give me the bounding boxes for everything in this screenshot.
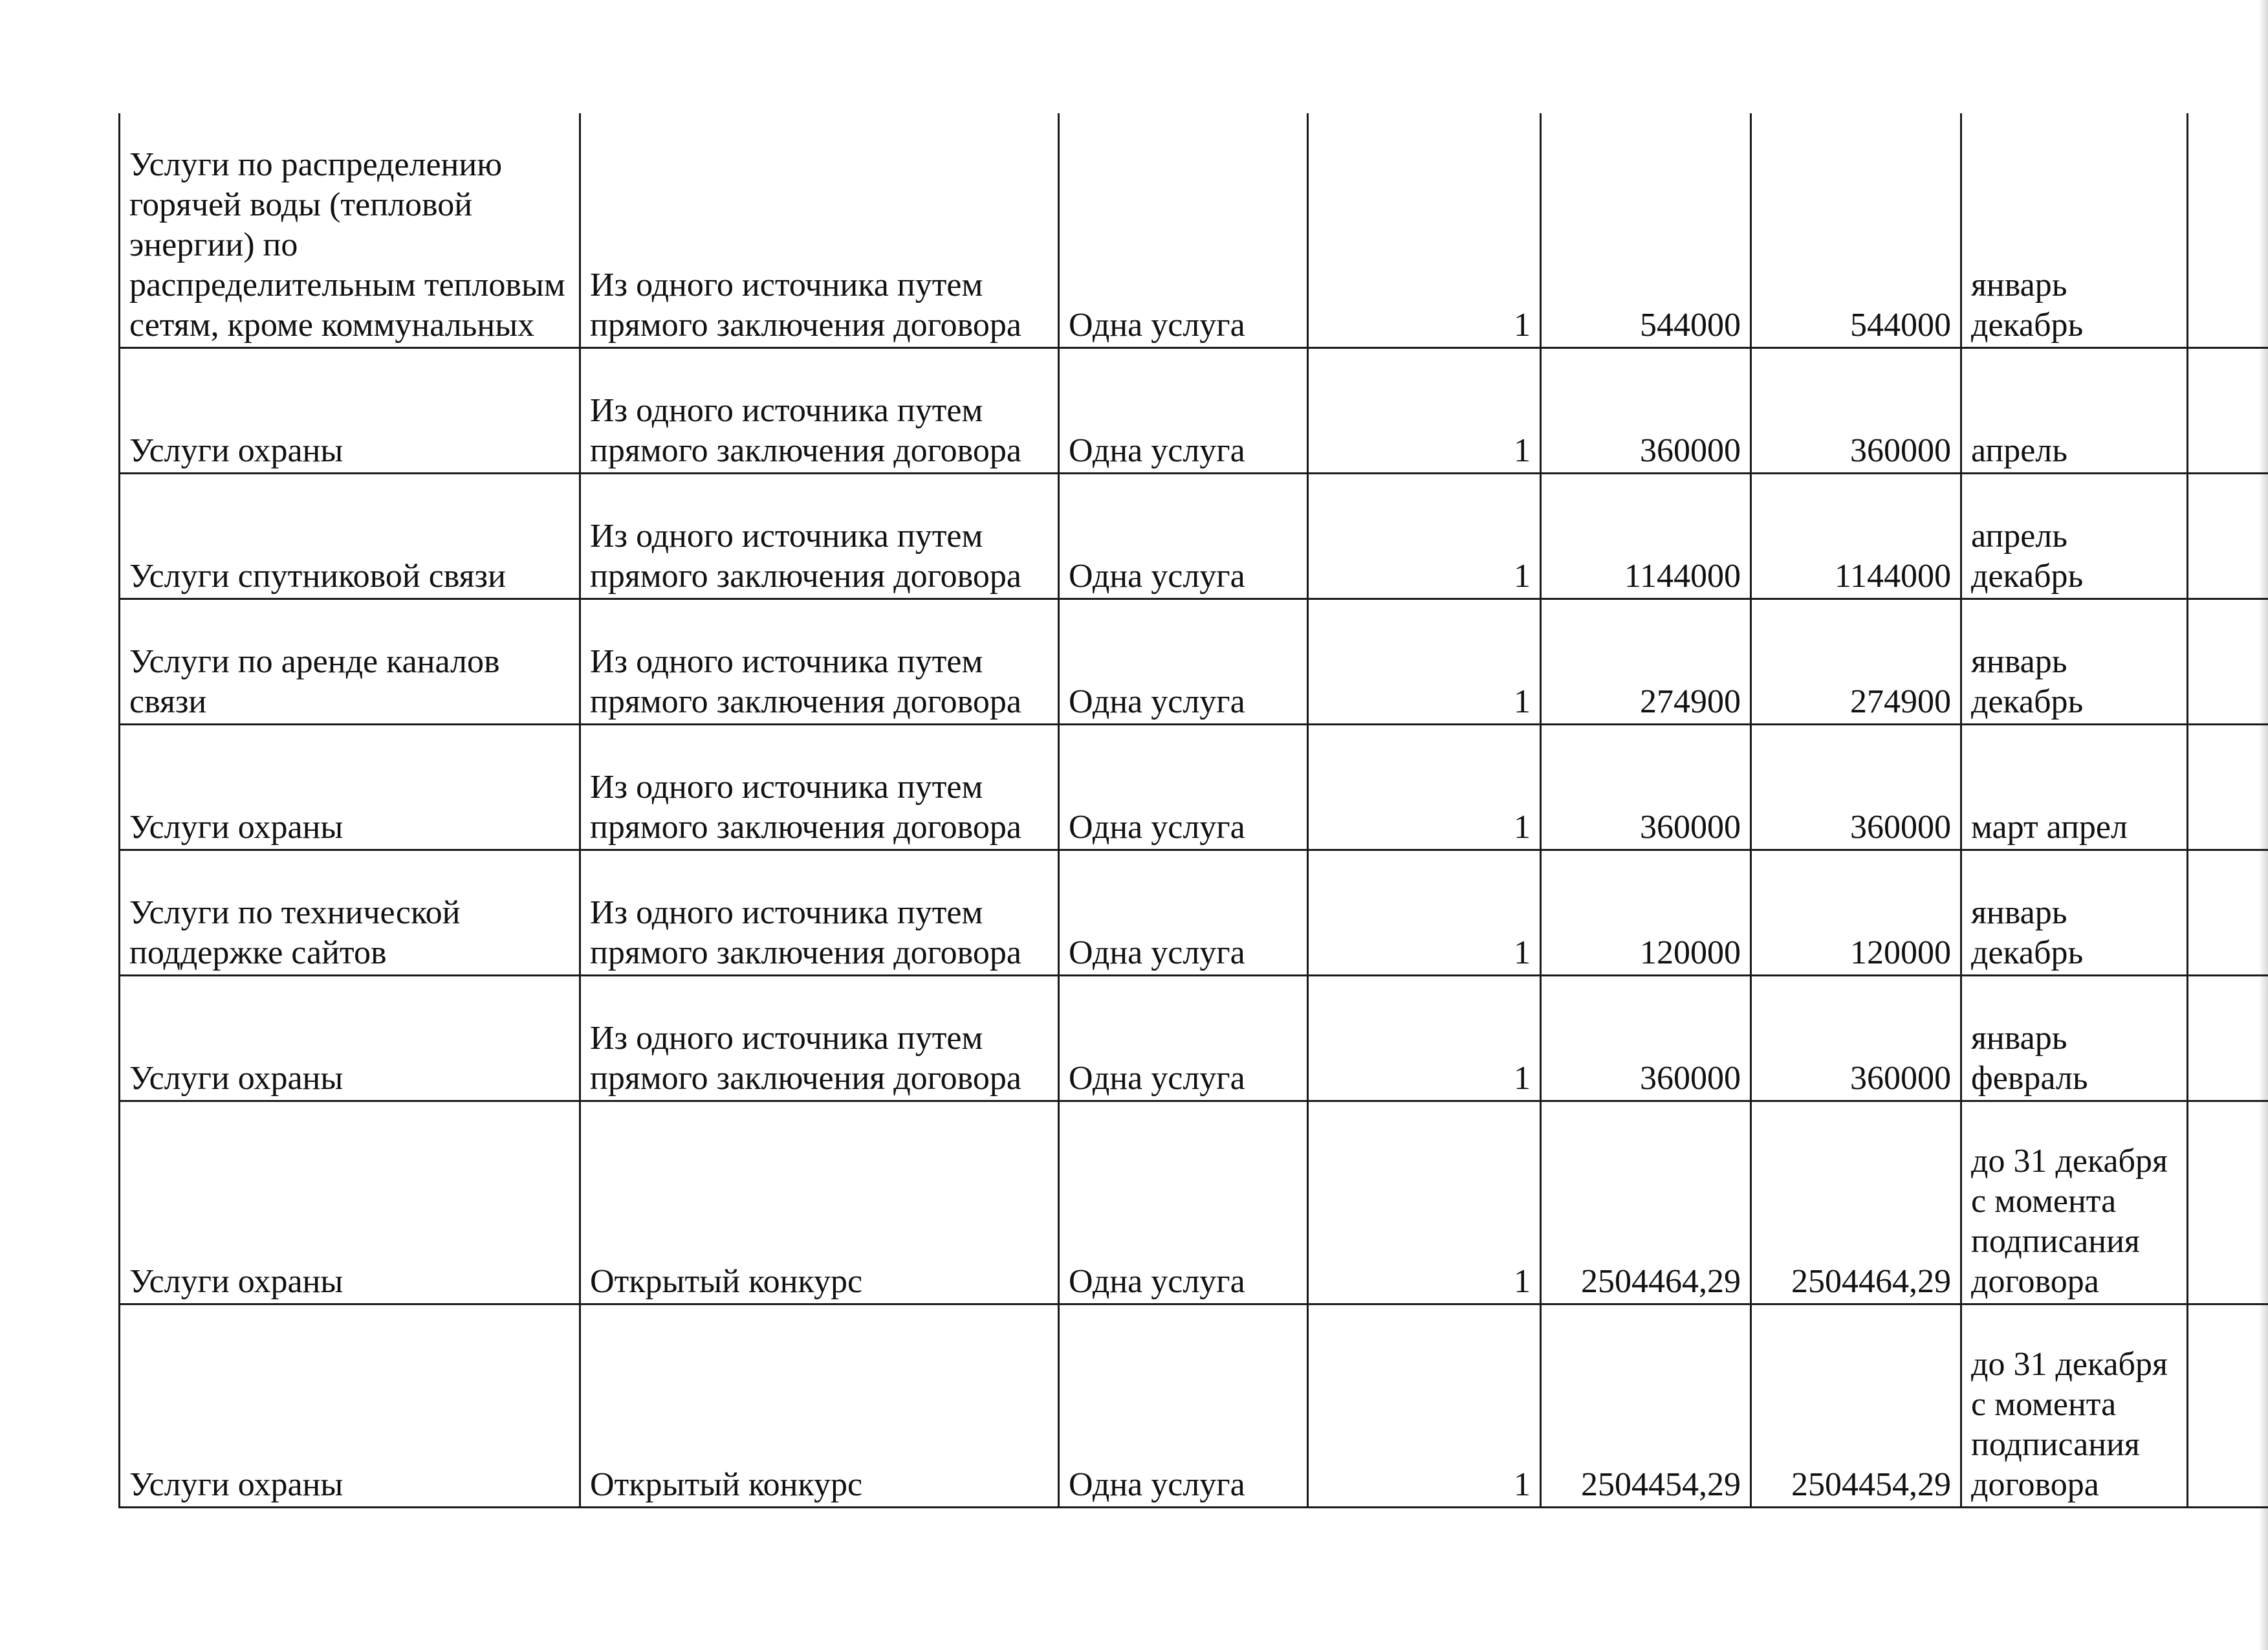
price-cell: 2504454,29 xyxy=(1541,1304,1751,1508)
unit-cell: Одна услуга xyxy=(1059,850,1308,976)
period-cell: март апрел xyxy=(1961,725,2188,850)
quantity-cell: 1 xyxy=(1308,348,1541,474)
unit-cell: Одна услуга xyxy=(1059,1101,1308,1304)
procurement-method-cell: Из одного источника путем прямого заключения договора xyxy=(580,474,1059,599)
total-cell: 360000 xyxy=(1751,976,1961,1101)
procurement-method-cell: Из одного источника путем прямого заключения договора xyxy=(580,725,1059,850)
table-row xyxy=(120,1304,2268,1508)
price-cell: 1144000 xyxy=(1541,474,1751,599)
price-cell: 360000 xyxy=(1541,348,1751,474)
unit-cell: Одна услуга xyxy=(1059,599,1308,725)
total-cell: 2504464,29 xyxy=(1751,1101,1961,1304)
period-cell: до 31 декабря с момента подписания договора xyxy=(1961,1304,2188,1508)
empty-cell xyxy=(2188,976,2268,1101)
service-name-cell: Услуги охраны xyxy=(120,725,580,850)
period-cell: январь декабрь xyxy=(1961,850,2188,976)
period-cell: апрель декабрь xyxy=(1961,474,2188,599)
table-row xyxy=(120,1101,2268,1304)
table-row xyxy=(120,976,2268,1101)
price-cell: 360000 xyxy=(1541,976,1751,1101)
table-row xyxy=(120,113,2268,348)
procurement-method-cell: Из одного источника путем прямого заключения договора xyxy=(580,599,1059,725)
unit-cell: Одна услуга xyxy=(1059,113,1308,348)
service-name-cell: Услуги по распределению горячей воды (тепловой энергии) по распределительным тепловым сетям, кроме коммунальных xyxy=(120,113,580,348)
service-name-cell: Услуги охраны xyxy=(120,1304,580,1508)
quantity-cell: 1 xyxy=(1308,1304,1541,1508)
empty-cell xyxy=(2188,474,2268,599)
quantity-cell: 1 xyxy=(1308,113,1541,348)
service-name-cell: Услуги спутниковой связи xyxy=(120,474,580,599)
unit-cell: Одна услуга xyxy=(1059,474,1308,599)
procurement-method-cell: Из одного источника путем прямого заключения договора xyxy=(580,348,1059,474)
period-cell: январь февраль xyxy=(1961,976,2188,1101)
service-name-cell: Услуги охраны xyxy=(120,1101,580,1304)
total-cell: 360000 xyxy=(1751,348,1961,474)
empty-cell xyxy=(2188,113,2268,348)
empty-cell xyxy=(2188,725,2268,850)
empty-cell xyxy=(2188,599,2268,725)
service-name-cell: Услуги по аренде каналов связи xyxy=(120,599,580,725)
procurement-method-cell: Открытый конкурс xyxy=(580,1304,1059,1508)
quantity-cell: 1 xyxy=(1308,599,1541,725)
procurement-table-container xyxy=(118,113,2268,1508)
price-cell: 2504464,29 xyxy=(1541,1101,1751,1304)
period-cell: до 31 декабря с момента подписания договора xyxy=(1961,1101,2188,1304)
total-cell: 1144000 xyxy=(1751,474,1961,599)
total-cell: 544000 xyxy=(1751,113,1961,348)
quantity-cell: 1 xyxy=(1308,725,1541,850)
table-row xyxy=(120,725,2268,850)
total-cell: 274900 xyxy=(1751,599,1961,725)
table-row xyxy=(120,474,2268,599)
empty-cell xyxy=(2188,1101,2268,1304)
table-row xyxy=(120,850,2268,976)
service-name-cell: Услуги охраны xyxy=(120,348,580,474)
price-cell: 360000 xyxy=(1541,725,1751,850)
service-name-cell: Услуги по технической поддержке сайтов xyxy=(120,850,580,976)
period-cell: январь декабрь xyxy=(1961,113,2188,348)
table-row xyxy=(120,348,2268,474)
table-row xyxy=(120,599,2268,725)
period-cell: январь декабрь xyxy=(1961,599,2188,725)
unit-cell: Одна услуга xyxy=(1059,1304,1308,1508)
service-name-cell: Услуги охраны xyxy=(120,976,580,1101)
empty-cell xyxy=(2188,850,2268,976)
total-cell: 120000 xyxy=(1751,850,1961,976)
procurement-method-cell: Из одного источника путем прямого заключения договора xyxy=(580,850,1059,976)
period-cell: апрель xyxy=(1961,348,2188,474)
unit-cell: Одна услуга xyxy=(1059,348,1308,474)
empty-cell xyxy=(2188,1304,2268,1508)
quantity-cell: 1 xyxy=(1308,850,1541,976)
quantity-cell: 1 xyxy=(1308,1101,1541,1304)
quantity-cell: 1 xyxy=(1308,976,1541,1101)
price-cell: 544000 xyxy=(1541,113,1751,348)
quantity-cell: 1 xyxy=(1308,474,1541,599)
price-cell: 274900 xyxy=(1541,599,1751,725)
empty-cell xyxy=(2188,348,2268,474)
price-cell: 120000 xyxy=(1541,850,1751,976)
procurement-method-cell: Из одного источника путем прямого заключения договора xyxy=(580,976,1059,1101)
total-cell: 2504454,29 xyxy=(1751,1304,1961,1508)
unit-cell: Одна услуга xyxy=(1059,725,1308,850)
unit-cell: Одна услуга xyxy=(1059,976,1308,1101)
procurement-plan-table xyxy=(118,113,2268,1508)
total-cell: 360000 xyxy=(1751,725,1961,850)
procurement-method-cell: Из одного источника путем прямого заключения договора xyxy=(580,113,1059,348)
procurement-method-cell: Открытый конкурс xyxy=(580,1101,1059,1304)
